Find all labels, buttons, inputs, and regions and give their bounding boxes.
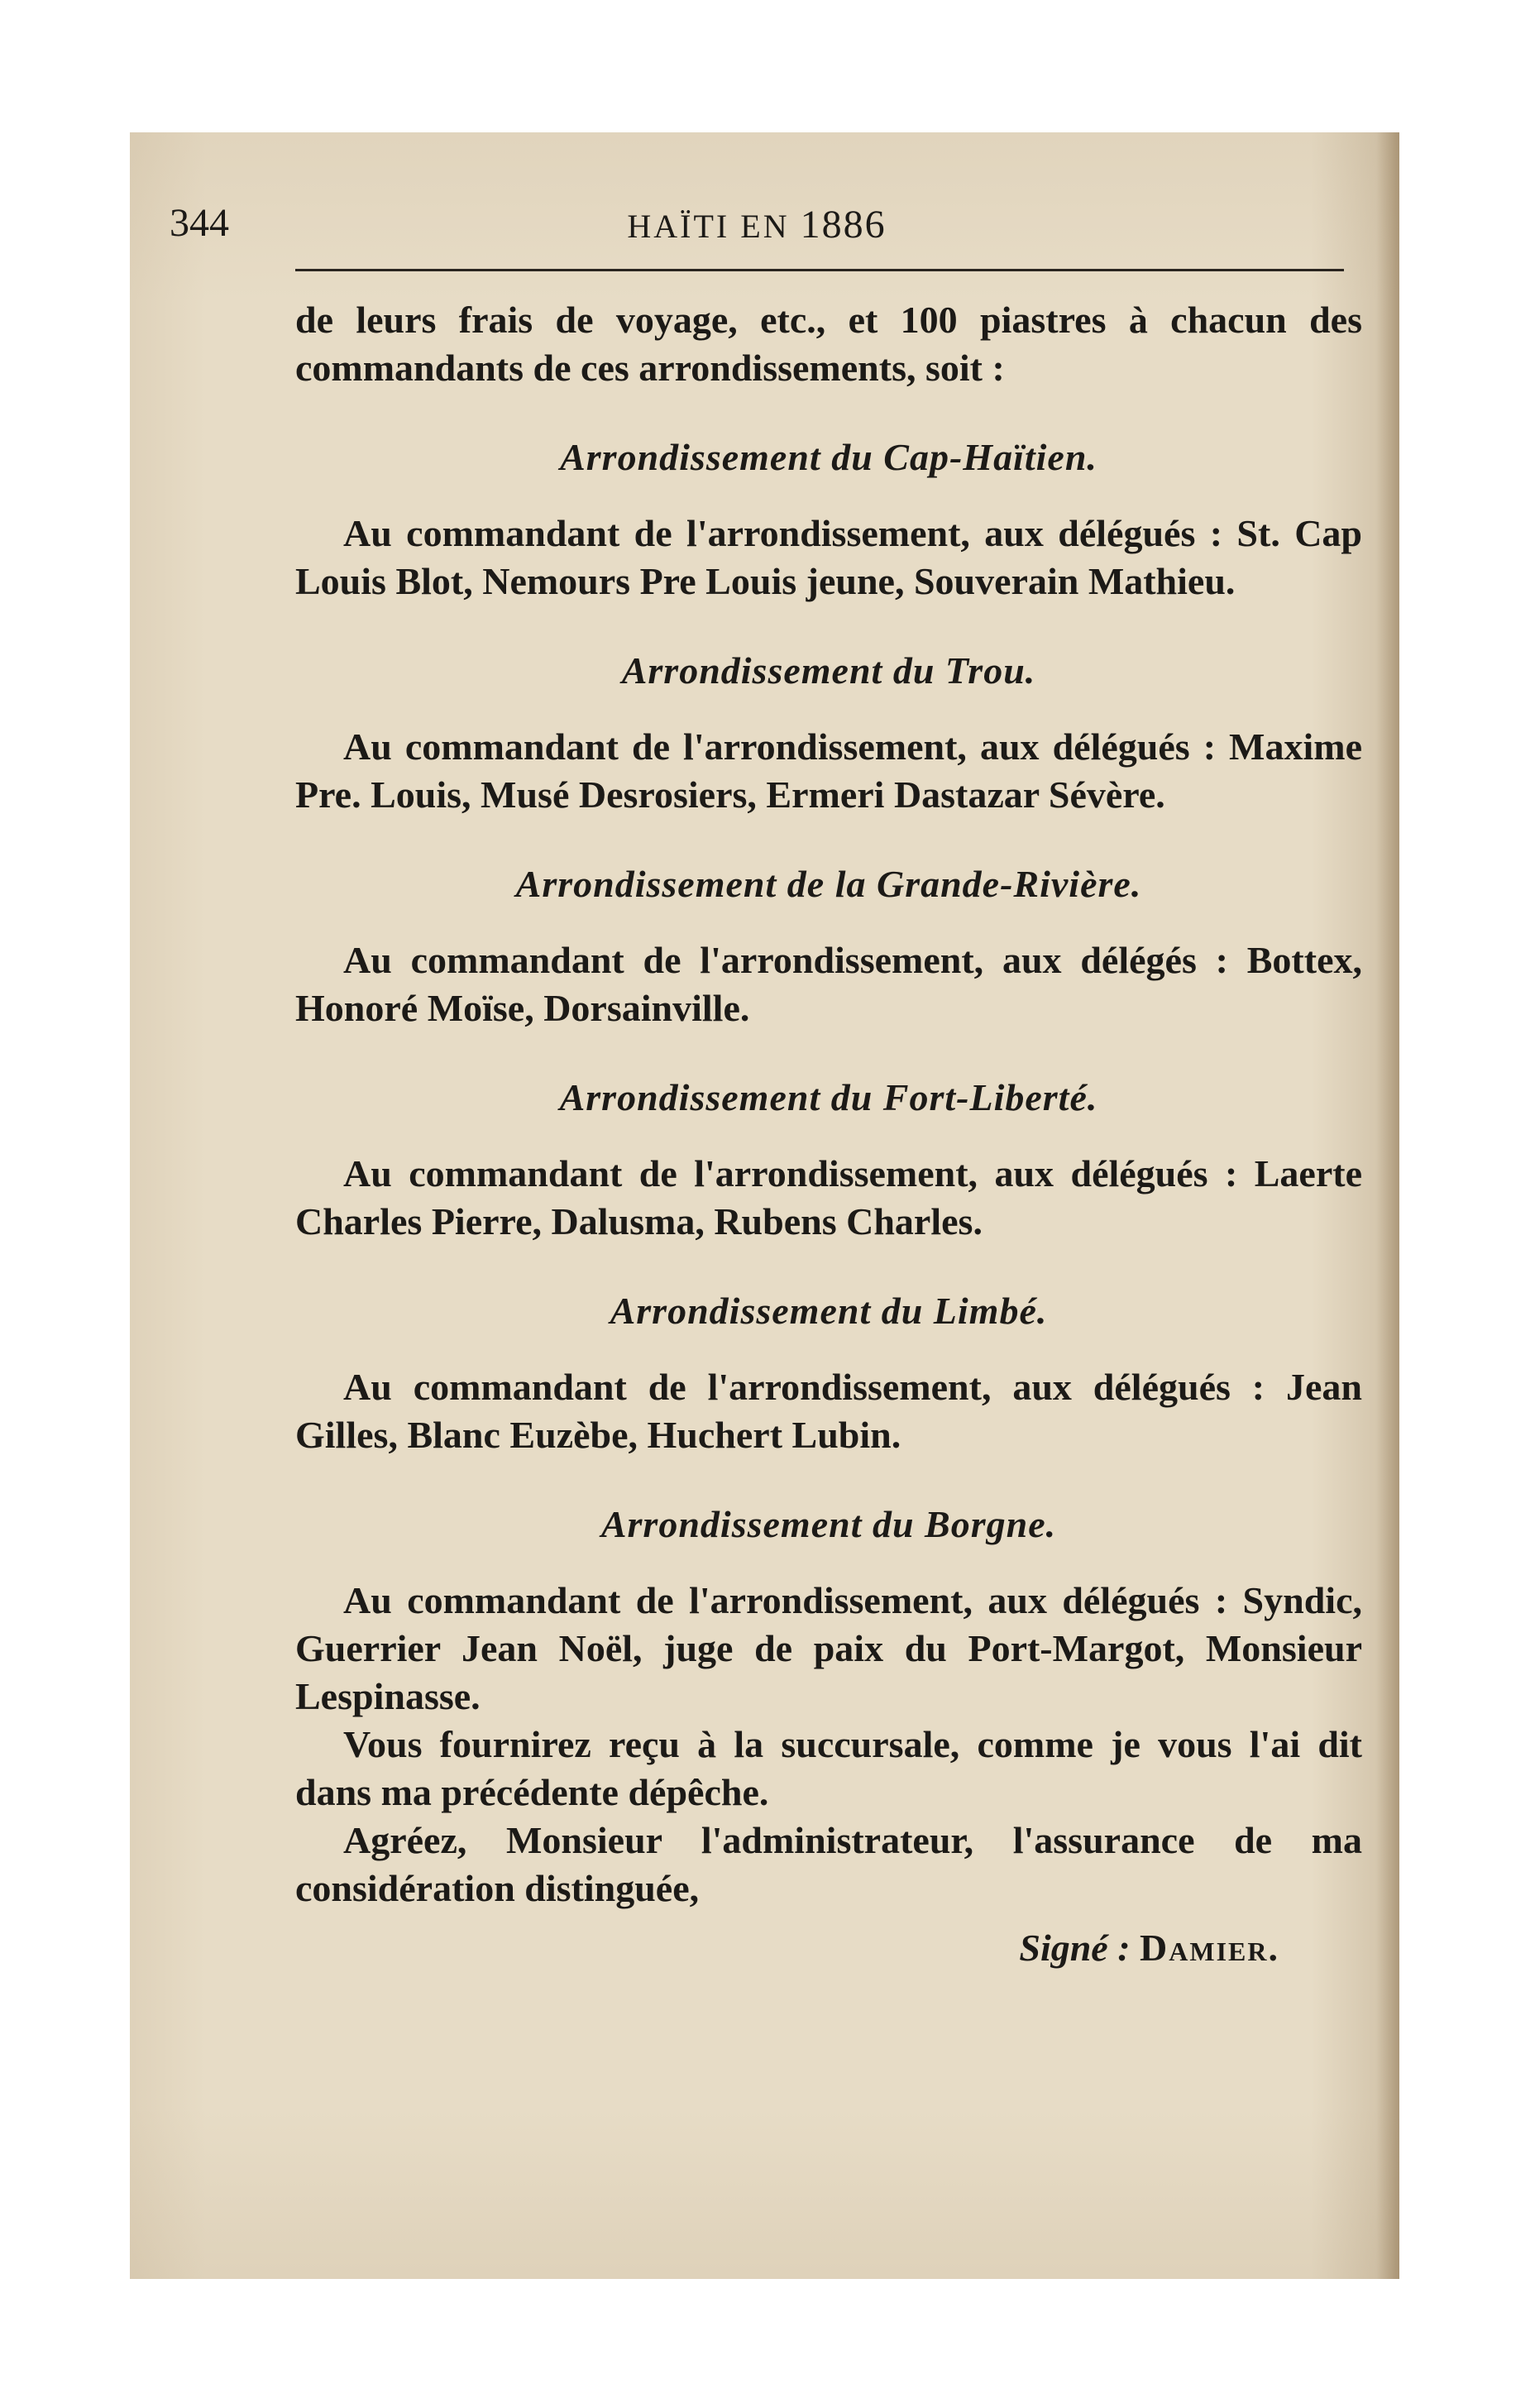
- page-body: [295, 296, 1362, 1972]
- section-heading-trou: Arrondissement du Trou.: [621, 649, 1036, 692]
- section-heading-fort-liberte: Arrondissement du Fort-Liberté.: [559, 1076, 1098, 1118]
- section-text-borgne: Au commandant de l'arrondissement, aux délégués : Syndic, Guerrier Jean Noël, juge de paix du Port-Margot, Monsieur Lespinasse.: [295, 1579, 1362, 1717]
- section-text-grande-riviere: Au commandant de l'arrondissement, aux délégés : Bottex, Honoré Moïse, Dorsainville.: [295, 939, 1362, 1029]
- section-text-cap-haitien: Au commandant de l'arrondissement, aux délégués : St. Cap Louis Blot, Nemours Pre Louis jeune, Souverain Mathieu.: [295, 512, 1362, 602]
- section-text-trou: Au commandant de l'arrondissement, aux délégués : Maxime Pre. Louis, Musé Desrosiers, Ermeri Dastazar Sévère.: [295, 725, 1362, 816]
- section-text-limbe: Au commandant de l'arrondissement, aux délégués : Jean Gilles, Blanc Euzèbe, Huchert Lubin.: [295, 1366, 1362, 1456]
- page-number: 344: [170, 201, 229, 245]
- page-binding-shadow: [1376, 132, 1399, 2279]
- section-heading-limbe: Arrondissement du Limbé.: [610, 1290, 1048, 1332]
- section-text-fort-liberte: Au commandant de l'arrondissement, aux délégués : Laerte Charles Pierre, Dalusma, Rubens Charles.: [295, 1152, 1362, 1242]
- signature-label: Signé :: [1019, 1927, 1131, 1969]
- closing-paragraph-receipt: Vous fournirez reçu à la succursale, comme je vous l'ai dit dans ma précédente dépêche.: [295, 1723, 1362, 1813]
- signature-line: [295, 1924, 1362, 1972]
- section-heading-grande-riviere: Arrondissement de la Grande-Rivière.: [515, 863, 1142, 905]
- page-header: [170, 199, 1344, 256]
- running-head: [170, 200, 1344, 251]
- running-head-title: HAÏTI EN: [627, 208, 790, 245]
- signature-name: Damier.: [1140, 1927, 1279, 1969]
- header-rule: [295, 269, 1344, 271]
- section-heading-borgne: Arrondissement du Borgne.: [600, 1503, 1057, 1545]
- section-heading-cap-haitien: Arrondissement du Cap-Haïtien.: [560, 436, 1097, 478]
- closing-paragraph-salutation: Agréez, Monsieur l'administrateur, l'assurance de ma considération distinguée,: [295, 1819, 1362, 1909]
- intro-paragraph: de leurs frais de voyage, etc., et 100 piastres à chacun des commandants de ces arrondissements, soit :: [295, 299, 1362, 389]
- running-head-year: 1886: [800, 203, 887, 247]
